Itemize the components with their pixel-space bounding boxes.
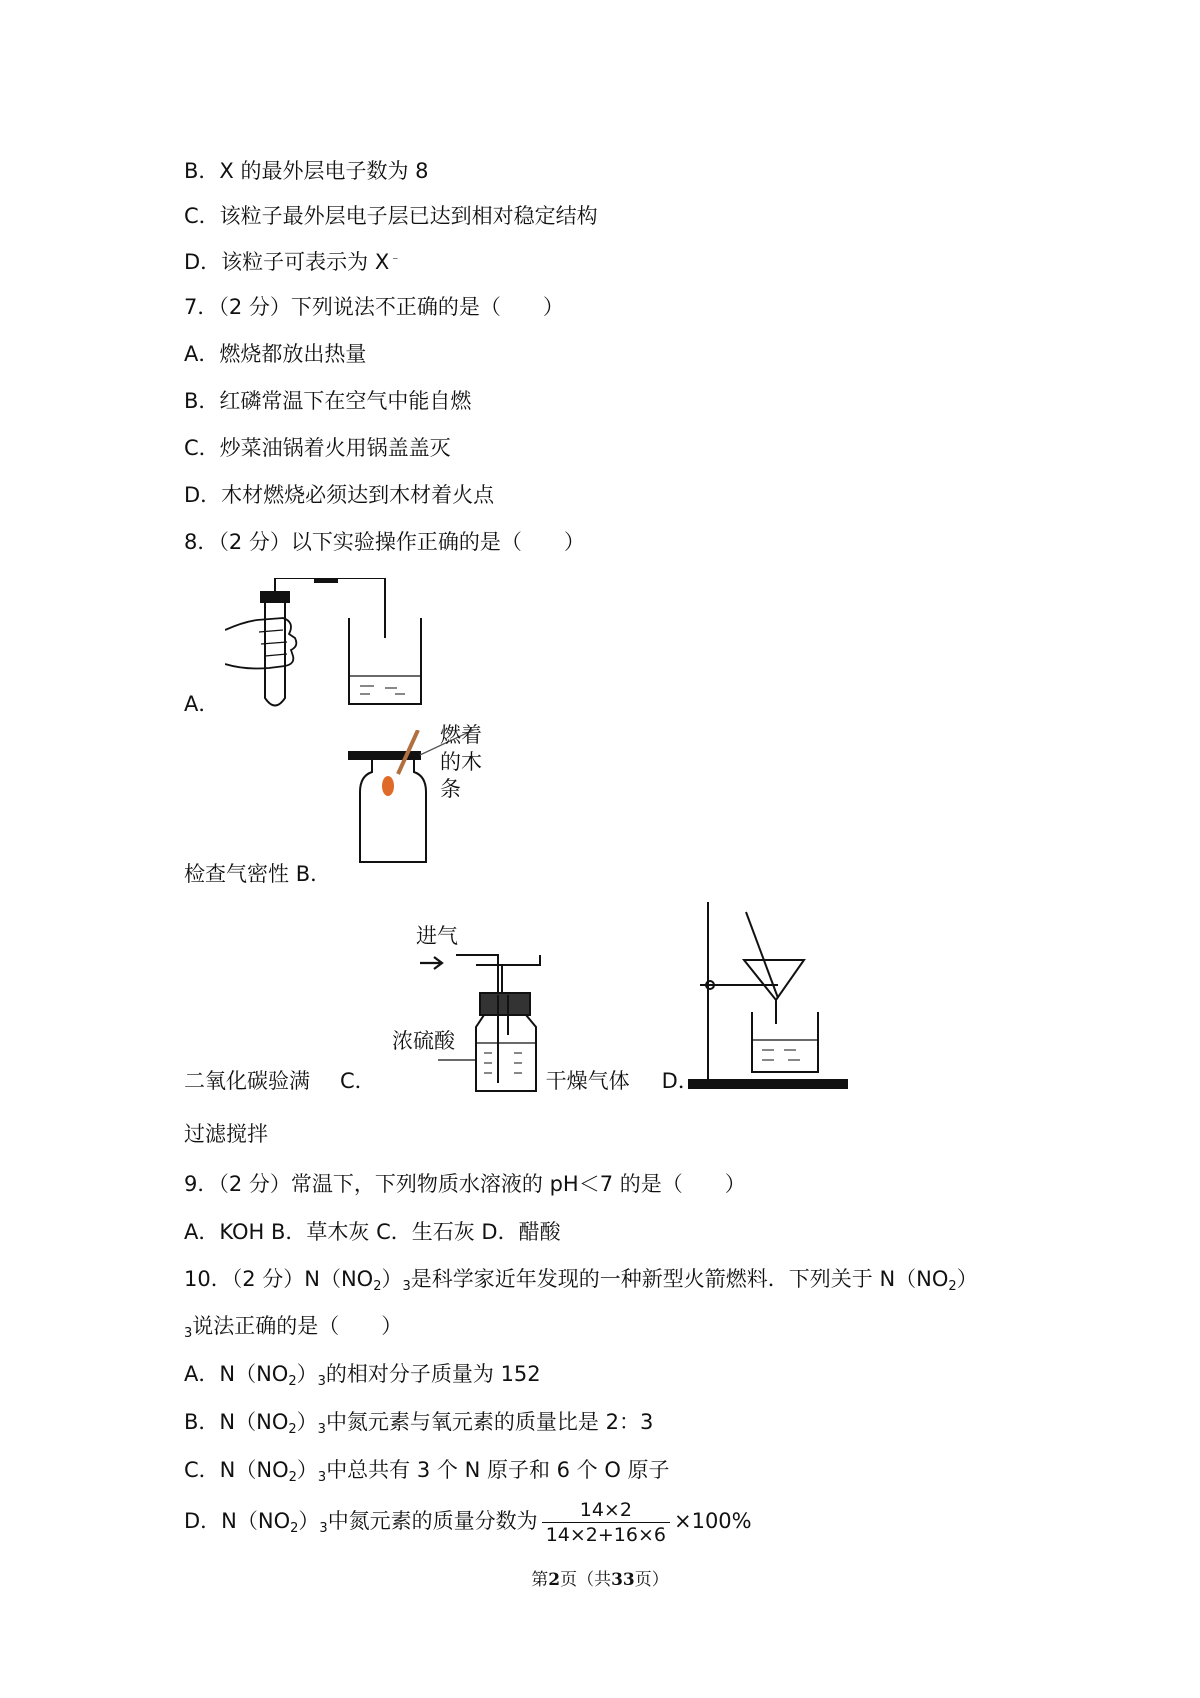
q8-option-d-label: D． <box>661 1069 699 1093</box>
fraction-numerator: 14×2 <box>542 1498 670 1523</box>
q8-option-bcd-line <box>184 1067 699 1095</box>
q10-option-c <box>184 1456 670 1484</box>
q7-option-b: B．红磷常温下在空气中能自燃 <box>184 389 472 413</box>
figure-b-label-1: 燃着 <box>440 723 482 747</box>
q6-option-d <box>184 248 401 276</box>
q8-option-b-line <box>184 860 331 888</box>
q10-stem-text-1: 10．（2 分）N（NO <box>184 1267 374 1291</box>
footer-prefix: 第 <box>531 1570 549 1590</box>
footer-middle: 页（共 <box>560 1570 612 1590</box>
figure-c-acid-label: 浓硫酸 <box>392 1029 455 1053</box>
q10-option-d-label: D． <box>184 1509 222 1533</box>
formula-sub3: 3 <box>319 1521 328 1536</box>
q7-stem: 7．（2 分）下列说法不正确的是（ ） <box>184 295 564 319</box>
figure-b-label-2: 的木 <box>440 750 482 774</box>
q10-option-a-text: 的相对分子质量为 152 <box>325 1362 541 1386</box>
q10-stem-sub-3: 2 <box>948 1279 957 1294</box>
q6-option-b: B．X 的最外层电子数为 8 <box>184 159 429 183</box>
figure-filtration <box>688 900 848 1090</box>
formula-close: ） <box>296 1458 318 1482</box>
q9-stem: 9．（2 分）常温下，下列物质水溶液的 pH＜7 的是（ ） <box>184 1172 746 1196</box>
formula-sub3: 3 <box>317 1422 326 1437</box>
q10-stem-line2-sub: 3 <box>184 1326 193 1341</box>
q10-option-a-label: A． <box>184 1362 220 1386</box>
fraction-suffix: ×100% <box>673 1509 752 1533</box>
total-pages: 33 <box>611 1570 635 1590</box>
q10-stem-line2-text: 说法正确的是（ ） <box>192 1314 403 1338</box>
q10-stem-line-1 <box>184 1265 978 1293</box>
q10-stem-line-2 <box>184 1312 402 1340</box>
formula-sub: 2 <box>290 1521 299 1536</box>
formula-sub: 2 <box>288 1470 297 1485</box>
q10-option-d <box>184 1494 752 1548</box>
q6-option-c: C．该粒子最外层电子层已达到相对稳定结构 <box>184 204 598 228</box>
q7-option-d: D．木材燃烧必须达到木材着火点 <box>184 483 495 507</box>
q10-stem-text-4: ） <box>956 1267 978 1291</box>
q10-stem-text-3: 是科学家近年发现的一种新型火箭燃料．下列关于 N（NO <box>410 1267 949 1291</box>
q8-option-b-caption: 二氧化碳验满 <box>184 1069 310 1093</box>
formula-sub: 2 <box>288 1422 297 1437</box>
figure-b-labels <box>440 722 482 803</box>
footer-suffix: 页） <box>634 1570 669 1590</box>
q10-option-a <box>184 1360 541 1388</box>
q8-option-b-label: B． <box>295 862 332 886</box>
q9-options: A．KOH B．草木灰 C．生石灰 D．醋酸 <box>184 1220 561 1244</box>
page-number: 2 <box>548 1570 561 1590</box>
q10-option-b-label: B． <box>184 1410 220 1434</box>
q7-option-c: C．炒菜油锅着火用锅盖盖灭 <box>184 436 451 460</box>
q6-option-d-text: D．该粒子可表示为 X <box>184 250 390 274</box>
formula-close: ） <box>298 1509 320 1533</box>
q7-option-a: A．燃烧都放出热量 <box>184 342 367 366</box>
formula: N（NO <box>221 1509 291 1533</box>
mass-fraction <box>542 1498 670 1547</box>
formula: N（NO <box>219 1458 289 1482</box>
q8-option-c-label: C． <box>340 1069 376 1093</box>
formula: N（NO <box>219 1362 289 1386</box>
formula-close: ） <box>296 1410 318 1434</box>
figure-c-inlet-label: 进气 <box>416 924 458 948</box>
q8-option-c-caption: 干燥气体 <box>545 1069 630 1093</box>
formula-sub: 2 <box>288 1374 297 1389</box>
q10-option-d-text: 中氮元素的质量分数为 <box>327 1509 538 1533</box>
q10-stem-sub-1: 2 <box>373 1279 382 1294</box>
page-footer <box>0 1565 1200 1590</box>
figure-airtightness-check <box>225 578 425 718</box>
q10-option-b <box>184 1408 653 1436</box>
formula-sub3: 3 <box>317 1374 326 1389</box>
formula: N（NO <box>219 1410 289 1434</box>
q8-option-d-caption: 过滤搅拌 <box>184 1122 268 1146</box>
fraction-denominator: 14×2+16×6 <box>545 1523 666 1546</box>
q8-option-a-label: A． <box>184 692 220 716</box>
q10-option-b-text: 中氮元素与氧元素的质量比是 2：3 <box>325 1410 654 1434</box>
q10-stem-text-2: ） <box>381 1267 403 1291</box>
figure-b-label-3: 条 <box>440 777 461 801</box>
formula-sub3: 3 <box>317 1470 327 1485</box>
q6-option-d-charge: ﹣ <box>389 250 402 264</box>
q10-option-c-label: C． <box>184 1458 220 1482</box>
q10-stem-sub-2: 3 <box>402 1279 411 1294</box>
formula-close: ） <box>296 1362 318 1386</box>
q10-option-c-text: 中总共有 3 个 N 原子和 6 个 O 原子 <box>326 1458 670 1482</box>
q8-stem: 8．（2 分）以下实验操作正确的是（ ） <box>184 530 585 554</box>
q8-option-a-caption: 检查气密性 <box>184 862 289 886</box>
